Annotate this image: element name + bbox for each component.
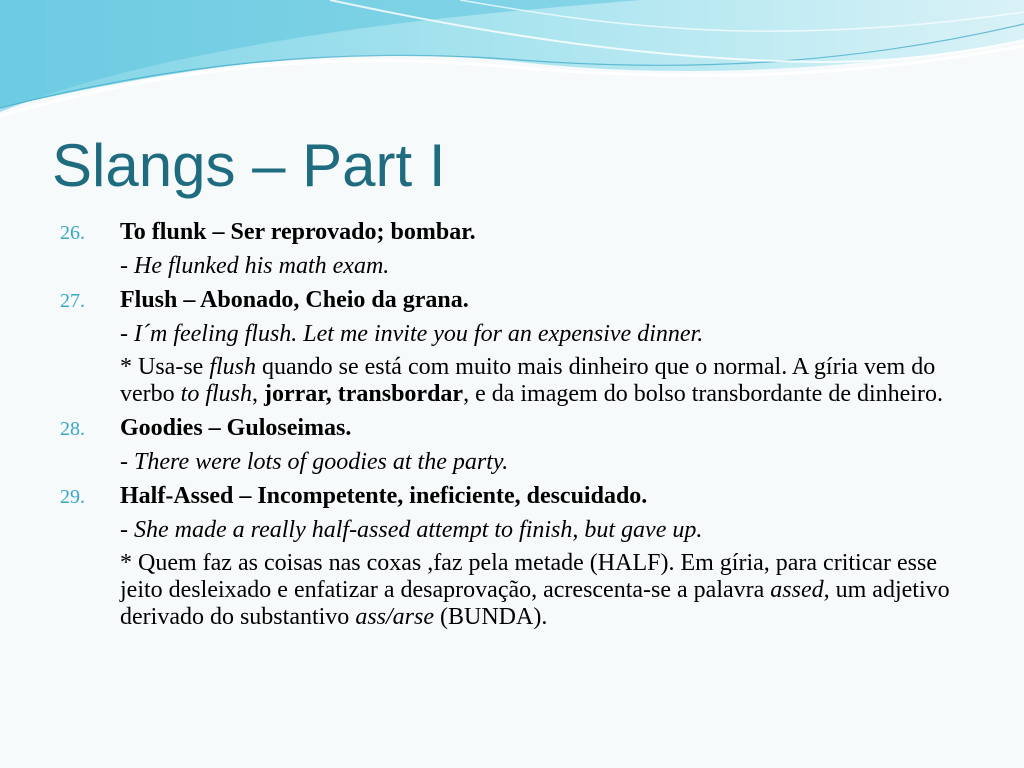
item-number: 27. [60,290,85,312]
header-wave-decoration [0,0,1024,130]
item-example: - There were lots of goodies at the party. [120,449,509,475]
item-headword: To flunk – Ser reprovado; bombar. [120,219,476,245]
list-item [60,482,960,510]
item-example: - He flunked his math exam. [120,253,390,279]
list-item [60,218,960,246]
item-note: * Usa-se flush quando se está com muito mais dinheiro que o normal. A gíria vem do verbo to flush, jorrar, transbordar, e da imagem do bolso transbordante de dinheiro. [120,354,943,407]
slang-list [60,218,960,637]
list-item [60,286,960,314]
item-note: * Quem faz as coisas nas coxas ,faz pela metade (HALF). Em gíria, para criticar esse jeito desleixado e enfatizar a desaprovação, acrescenta-se a palavra assed, um adjetivo derivado do substantivo ass/arse (BUNDA). [120,550,950,630]
item-example: - She made a really half-assed attempt to finish, but gave up. [120,517,703,543]
item-headword: Flush – Abonado, Cheio da grana. [120,287,469,313]
list-item [60,414,960,442]
example-text: She made a really half-assed attempt to finish, but gave up. [134,517,703,543]
item-headword: Goodies – Guloseimas. [120,415,352,441]
example-text: There were lots of goodies at the party. [134,449,509,475]
item-example: - I´m feeling flush. Let me invite you for an expensive dinner. [120,321,704,347]
example-text: I´m feeling flush. Let me invite you for an expensive dinner. [134,321,704,347]
item-number: 29. [60,486,85,508]
slide-title: Slangs – Part I [52,132,446,199]
example-text: He flunked his math exam. [134,253,390,279]
item-number: 28. [60,418,85,440]
item-number: 26. [60,222,85,244]
item-headword: Half-Assed – Incompetente, ineficiente, descuidado. [120,483,648,509]
